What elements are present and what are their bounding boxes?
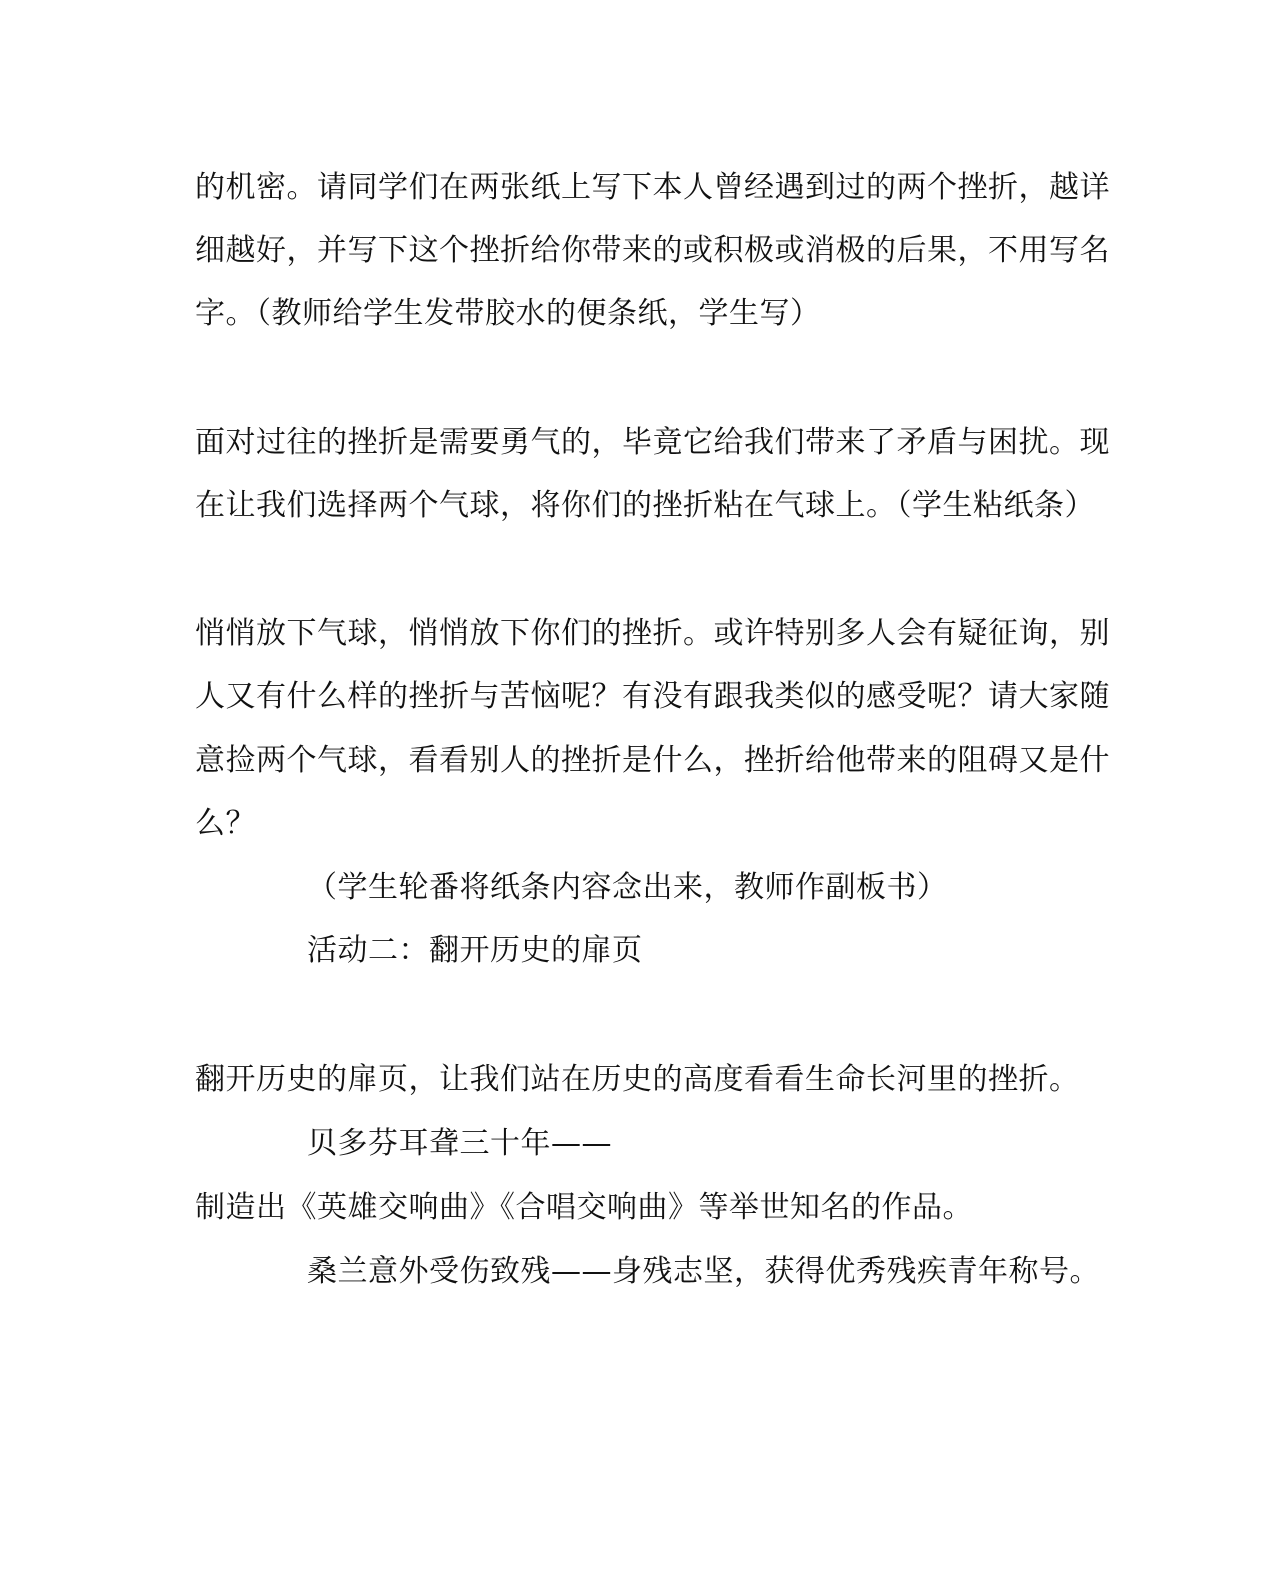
paragraph-4: 翻开历史的扉页，让我们站在历史的高度看看生命长河里的挫折。: [195, 1062, 1080, 1097]
paragraph-1-line-1: 的机密。请同学们在两张纸上写下本人曾经遇到过的两个挫折，越详: [195, 170, 1110, 205]
sanglan-line: 桑兰意外受伤致残——身残志坚，获得优秀残疾青年称号。: [307, 1254, 1100, 1289]
paragraph-1-line-3: 字。（教师给学生发带胶水的便条纸，学生写）: [195, 296, 821, 331]
paragraph-3-line-2: 人又有什么样的挫折与苦恼呢？有没有跟我类似的感受呢？请大家随: [195, 679, 1110, 714]
paragraph-2-line-2: 在让我们选择两个气球，将你们的挫折粘在气球上。（学生粘纸条）: [195, 488, 1095, 523]
paragraph-3-line-3: 意捡两个气球，看看别人的挫折是什么，挫折给他带来的阻碍又是什: [195, 743, 1110, 778]
activity-two-heading: 活动二：翻开历史的扉页: [307, 933, 643, 968]
beethoven-works: 制造出《英雄交响曲》《合唱交响曲》等举世知名的作品。: [195, 1190, 973, 1225]
paragraph-3-line-1: 悄悄放下气球，悄悄放下你们的挫折。或许特别多人会有疑征询，别: [195, 616, 1110, 651]
paragraph-1-line-2: 细越好，并写下这个挫折给你带来的或积极或消极的后果，不用写名: [195, 233, 1110, 268]
paragraph-3-line-4: 么？: [195, 806, 256, 841]
beethoven-line: 贝多芬耳聋三十年——: [307, 1126, 612, 1161]
students-read-note: （学生轮番将纸条内容念出来，教师作副板书）: [307, 870, 948, 905]
paragraph-2-line-1: 面对过往的挫折是需要勇气的，毕竟它给我们带来了矛盾与困扰。现: [195, 425, 1110, 460]
